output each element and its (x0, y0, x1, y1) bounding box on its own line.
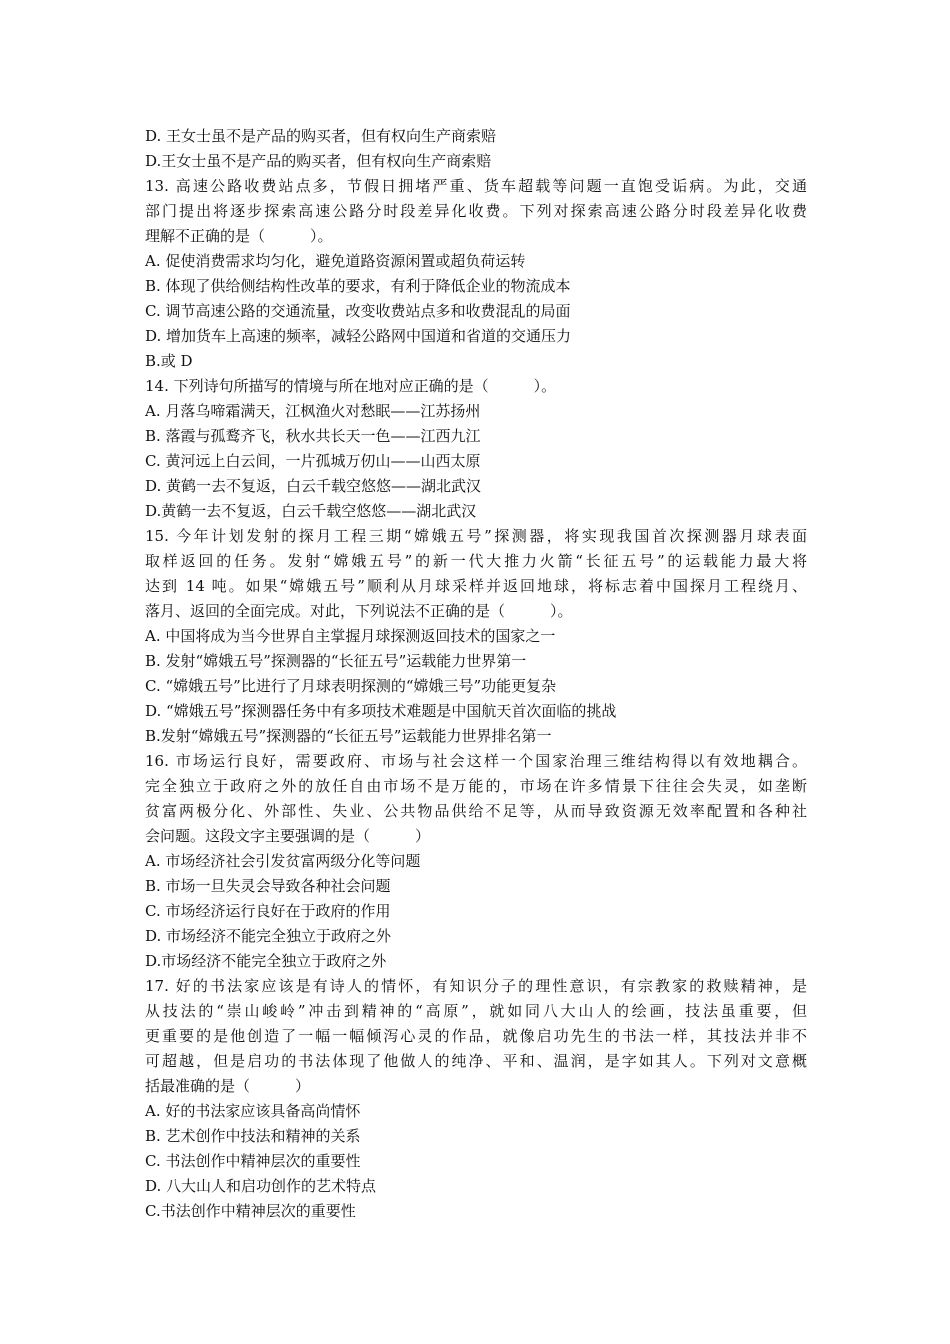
text-line: A. 市场经济社会引发贫富两级分化等问题 (145, 852, 421, 870)
text-line: 括最准确的是（ ） (145, 1077, 311, 1095)
text-line: D.黄鹤一去不复返，白云千载空悠悠——湖北武汉 (145, 502, 477, 520)
text-line: C. 黄河远上白云间，一片孤城万仞山——山西太原 (145, 452, 481, 470)
text-line: B. 体现了供给侧结构性改革的要求，有利于降低企业的物流成本 (145, 277, 571, 295)
text-line: B. 市场一旦失灵会导致各种社会问题 (145, 877, 391, 895)
text-line: D. 市场经济不能完全独立于政府之外 (145, 927, 392, 945)
text-line: D. 王女士虽不是产品的购买者，但有权向生产商索赔 (145, 127, 497, 145)
text-line: A. 中国将成为当今世界自主掌握月球探测返回技术的国家之一 (145, 627, 556, 645)
text-line: D. 八大山人和启功创作的艺术特点 (145, 1177, 377, 1195)
text-line: D. “嫦娥五号”探测器任务中有多项技术难题是中国航天首次面临的挑战 (145, 702, 617, 720)
text-line: 会问题。这段文字主要强调的是（ ） (145, 827, 431, 845)
text-line: D.王女士虽不是产品的购买者，但有权向生产商索赔 (145, 152, 492, 170)
text-line: B. 落霞与孤鹜齐飞，秋水共长天一色——江西九江 (145, 427, 481, 445)
text-line: C. 市场经济运行良好在于政府的作用 (145, 902, 391, 920)
text-line: D. 黄鹤一去不复返，白云千载空悠悠——湖北武汉 (145, 477, 482, 495)
text-line: 16. 市场运行良好，需要政府、市场与社会这样一个国家治理三维结构得以有效地耦合。 (145, 752, 807, 770)
text-line: B. 艺术创作中技法和精神的关系 (145, 1127, 361, 1145)
text-line: D. 增加货车上高速的频率，减轻公路网中国道和省道的交通压力 (145, 327, 572, 345)
text-line: A. 月落乌啼霜满天，江枫渔火对愁眠——江苏扬州 (145, 402, 481, 420)
text-line: B.或 D (145, 352, 193, 370)
text-line: B. 发射“嫦娥五号”探测器的“长征五号”运载能力世界第一 (145, 652, 527, 670)
text-line: 落月、返回的全面完成。对此，下列说法不正确的是（ ）。 (145, 602, 573, 620)
text-line: 可超越，但是启功的书法体现了他做人的纯净、平和、温润，是字如其人。下列对文意概 (145, 1052, 807, 1070)
text-line: 部门提出将逐步探索高速公路分时段差异化收费。下列对探索高速公路分时段差异化收费 (145, 202, 807, 220)
text-line: 完全独立于政府之外的放任自由市场不是万能的，市场在许多情景下往往会失灵，如垄断 (145, 777, 807, 795)
text-line: B.发射“嫦娥五号”探测器的“长征五号”运载能力世界排名第一 (145, 727, 552, 745)
text-line: 达到 14 吨。如果“嫦娥五号”顺利从月球采样并返回地球，将标志着中国探月工程绕月、 (145, 577, 807, 595)
text-line: 13. 高速公路收费站点多，节假日拥堵严重、货车超载等问题一直饱受诟病。为此，交通 (145, 177, 807, 195)
text-line: 更重要的是他创造了一幅一幅倾泻心灵的作品，就像启功先生的书法一样，其技法并非不 (145, 1027, 807, 1045)
text-line: D.市场经济不能完全独立于政府之外 (145, 952, 387, 970)
text-line: A. 促使消费需求均匀化，避免道路资源闲置或超负荷运转 (145, 252, 526, 270)
text-line: C. 调节高速公路的交通流量，改变收费站点多和收费混乱的局面 (145, 302, 571, 320)
text-line: 理解不正确的是（ ）。 (145, 227, 333, 245)
text-line: 17. 好的书法家应该是有诗人的情怀，有知识分子的理性意识，有宗教家的救赎精神，是 (145, 977, 807, 995)
text-line: 15. 今年计划发射的探月工程三期“嫦娥五号”探测器，将实现我国首次探测器月球表面 (145, 527, 807, 545)
text-line: C.书法创作中精神层次的重要性 (145, 1202, 356, 1220)
text-line: A. 好的书法家应该具备高尚情怀 (145, 1102, 361, 1120)
text-line: C. 书法创作中精神层次的重要性 (145, 1152, 361, 1170)
text-line: 14. 下列诗句所描写的情境与所在地对应正确的是（ ）。 (145, 377, 557, 395)
text-line: 贫富两极分化、外部性、失业、公共物品供给不足等，从而导致资源无效率配置和各种社 (145, 802, 807, 820)
text-line: 从技法的“崇山峻岭”冲击到精神的“高原”，就如同八大山人的绘画，技法虽重要，但 (145, 1002, 807, 1020)
text-line: 取样返回的任务。发射“嫦娥五号”的新一代大推力火箭“长征五号”的运载能力最大将 (145, 552, 807, 570)
text-line: C. “嫦娥五号”比进行了月球表明探测的“嫦娥三号”功能更复杂 (145, 677, 557, 695)
document-page (145, 124, 807, 1224)
